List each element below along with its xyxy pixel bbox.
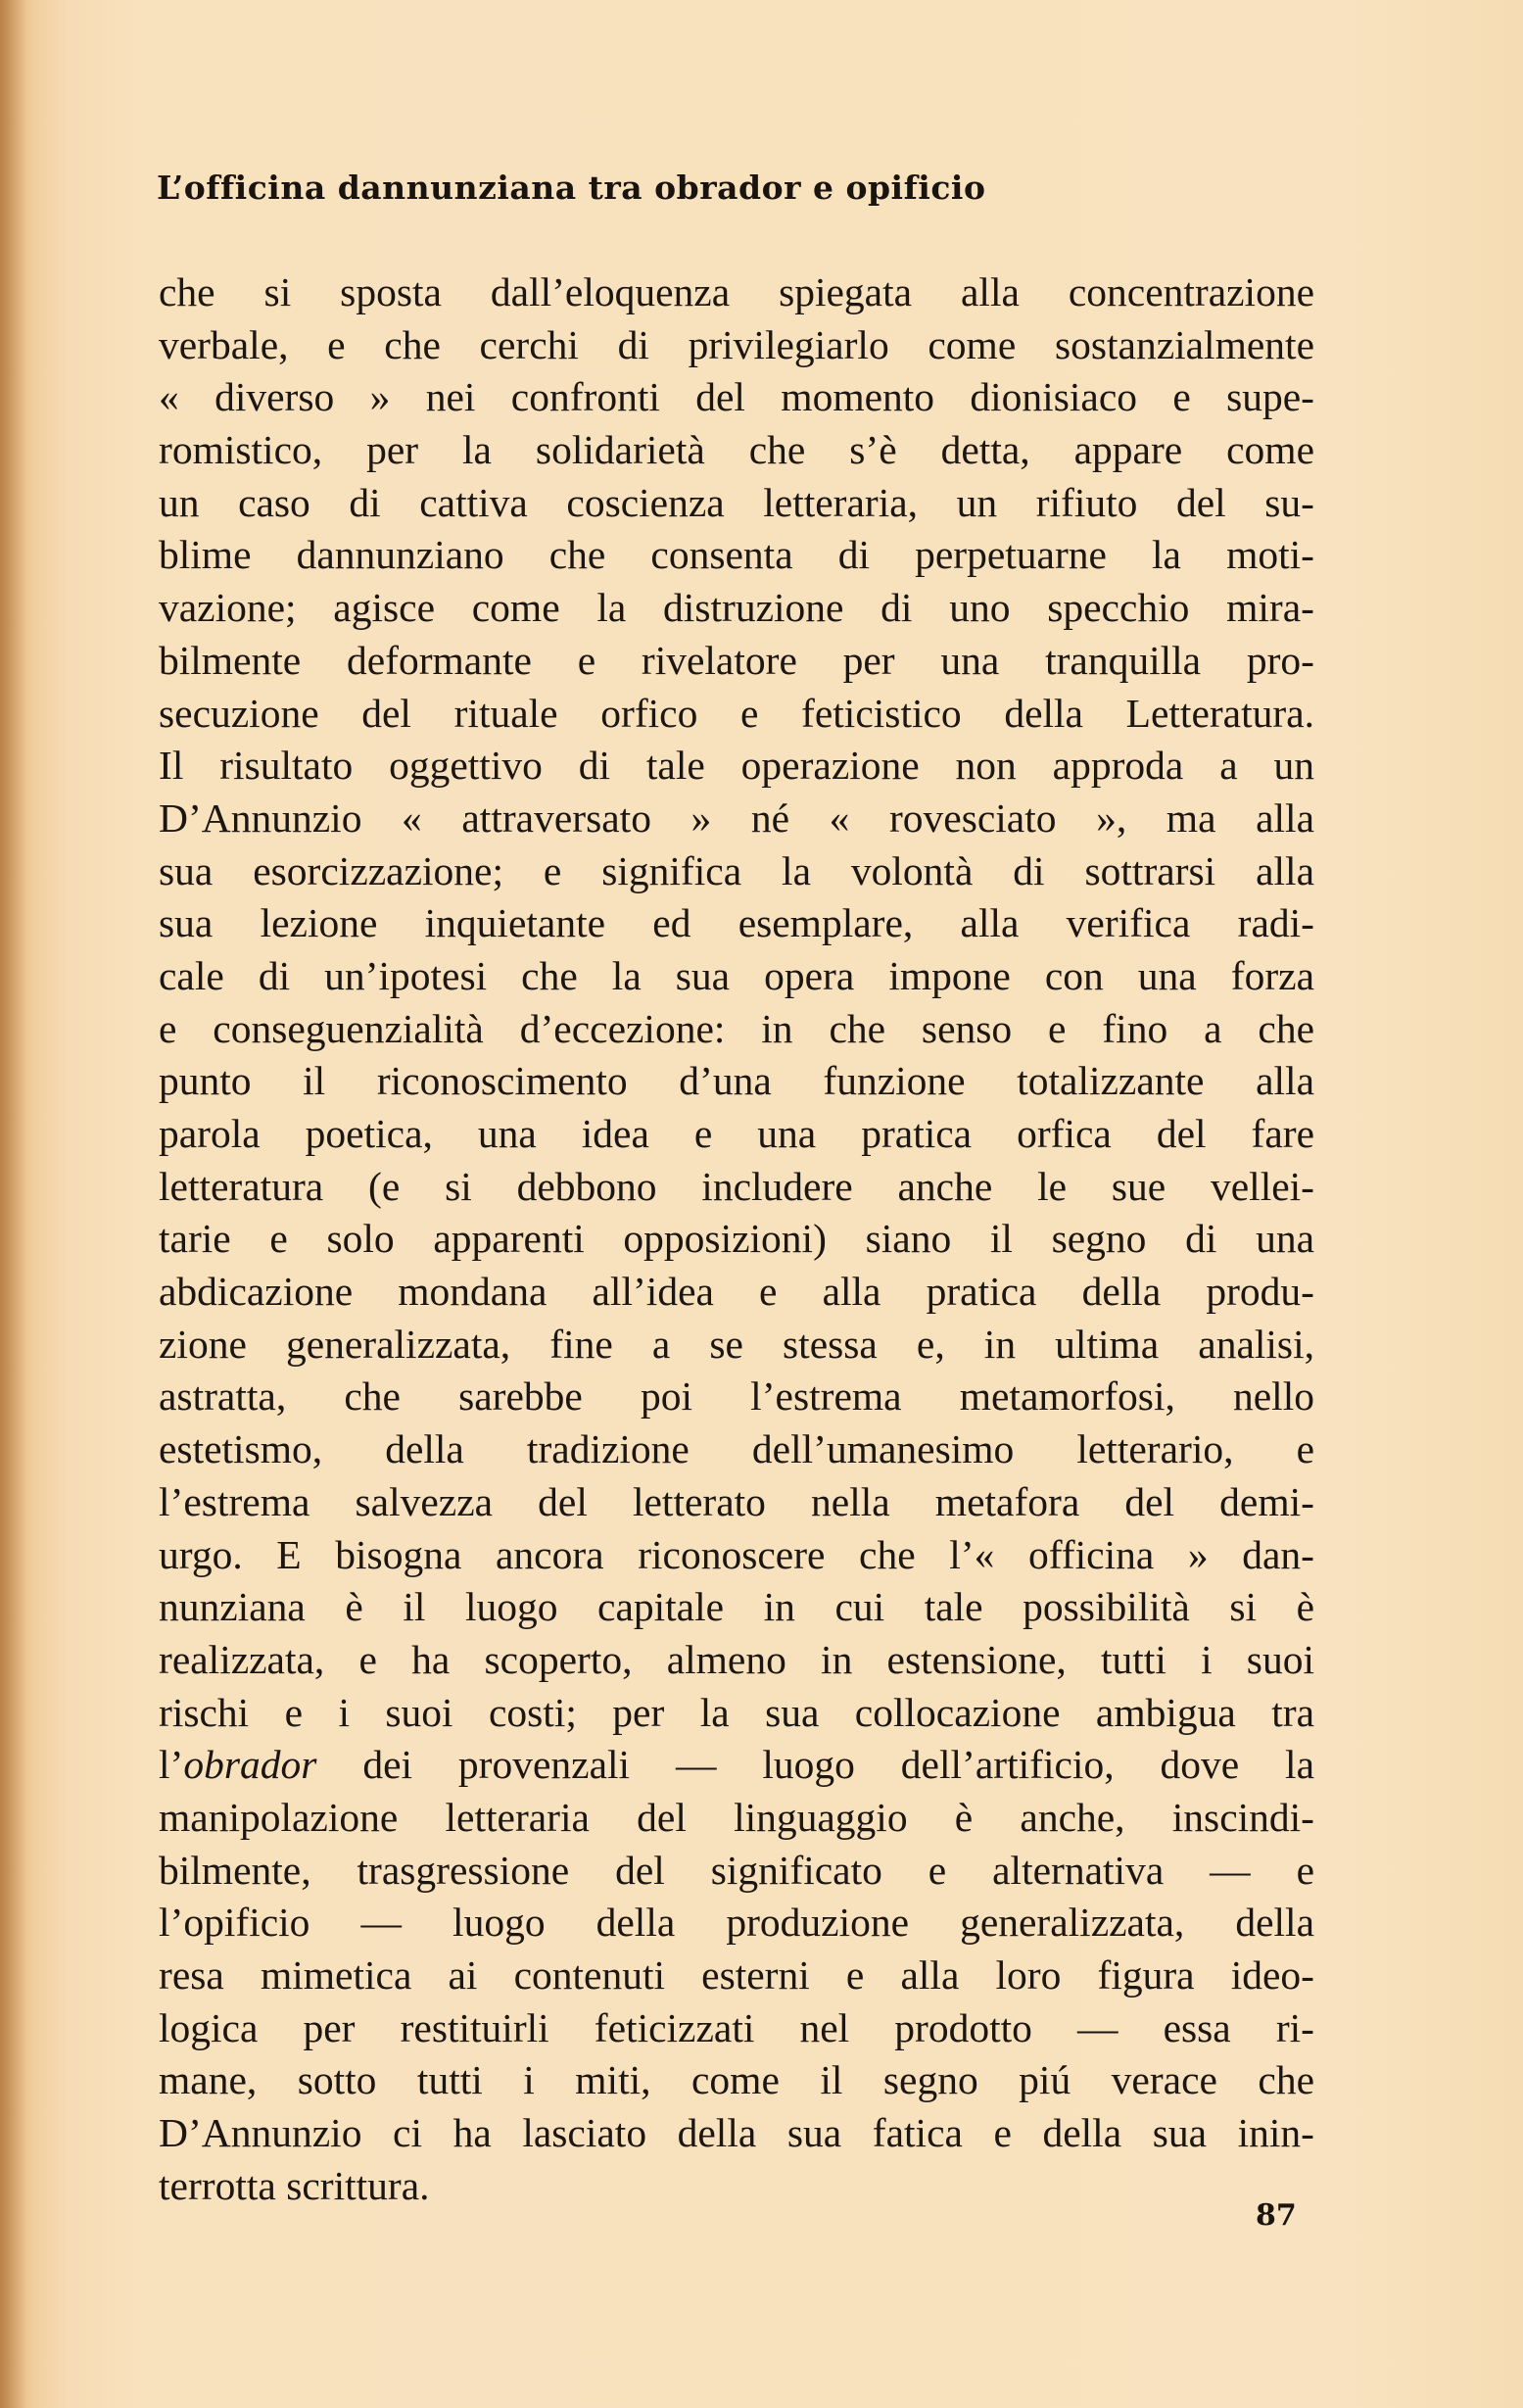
text-line: D’Annunzio « attraversato » né « rovesciato », ma alla	[159, 795, 1314, 841]
text-line: manipolazione letteraria del linguaggio è anche, inscindi-	[159, 1794, 1314, 1840]
text-line: nunziana è il luogo capitale in cui tale possibilità si è	[159, 1584, 1314, 1630]
text-line: secuzione del rituale orfico e feticistico della Letteratura.	[159, 690, 1314, 736]
text-line: sua esorcizzazione; e significa la volontà di sottrarsi alla	[159, 847, 1314, 893]
text-line: resa mimetica ai contenuti esterni e alla loro figura ideo-	[159, 1952, 1314, 1998]
text-line: estetismo, della tradizione dell’umanesimo letterario, e	[159, 1426, 1314, 1472]
text-line: letteratura (e si debbono includere anche le sue vellei-	[159, 1163, 1314, 1209]
text-line: blime dannunziano che consenta di perpetuarne la moti-	[159, 532, 1314, 578]
italic-term: obrador	[183, 1742, 317, 1788]
text-line: verbale, e che cerchi di privilegiarlo come sostanzialmente	[159, 321, 1314, 367]
text-line: l’opificio — luogo della produzione generalizzata, della	[159, 1900, 1314, 1946]
text-line: D’Annunzio ci ha lasciato della sua fatica e della sua inin-	[159, 2110, 1314, 2156]
text-line: punto il riconoscimento d’una funzione totalizzante alla	[159, 1058, 1314, 1104]
text-fragment: dei provenzali — luogo dell’artificio, dove la	[316, 1742, 1314, 1788]
text-line: mane, sotto tutti i miti, come il segno piú verace che	[159, 2057, 1314, 2103]
text-line: realizzata, e ha scoperto, almeno in estensione, tutti i suoi	[159, 1636, 1314, 1682]
text-line: « diverso » nei confronti del momento dionisiaco e supe-	[159, 374, 1314, 420]
text-line: bilmente deformante e rivelatore per una tranquilla pro-	[159, 637, 1314, 683]
text-line: Il risultato oggettivo di tale operazione non approda a un	[159, 743, 1314, 789]
text-line: sua lezione inquietante ed esemplare, alla verifica radi-	[159, 900, 1314, 946]
text-line: astratta, che sarebbe poi l’estrema metamorfosi, nello	[159, 1373, 1314, 1420]
running-head-title: L’officina dannunziana tra obrador e opificio	[157, 169, 986, 207]
text-line: che si sposta dall’eloquenza spiegata alla concentrazione	[159, 269, 1314, 314]
text-line: abdicazione mondana all’idea e alla pratica della produ-	[159, 1269, 1314, 1315]
page-number: 87	[1256, 2198, 1297, 2233]
text-line: rischi e i suoi costi; per la sua collocazione ambigua tra	[159, 1689, 1314, 1735]
text-line-with-italic	[159, 1739, 1314, 1792]
gutter-shadow	[0, 0, 27, 2408]
text-line: zione generalizzata, fine a se stessa e, in ultima analisi,	[159, 1321, 1314, 1367]
text-line: parola poetica, una idea e una pratica orfica del fare	[159, 1111, 1314, 1156]
text-line: bilmente, trasgressione del significato e alternativa — e	[159, 1847, 1314, 1893]
text-line: vazione; agisce come la distruzione di uno specchio mira-	[159, 585, 1314, 631]
text-line: romistico, per la solidarietà che s’è detta, appare come	[159, 427, 1314, 473]
text-line: e conseguenzialità d’eccezione: in che senso e fino a che	[159, 1005, 1314, 1051]
text-line: tarie e solo apparenti opposizioni) siano il segno di una	[159, 1216, 1314, 1262]
text-line: cale di un’ipotesi che la sua opera impone con una forza	[159, 952, 1314, 998]
text-line: urgo. E bisogna ancora riconoscere che l’« officina » dan-	[159, 1531, 1314, 1577]
text-line: un caso di cattiva coscienza letteraria, un rifiuto del su-	[159, 479, 1314, 525]
text-line: logica per restituirli feticizzati nel prodotto — essa ri-	[159, 2004, 1314, 2050]
text-line: l’estrema salvezza del letterato nella metafora del demi-	[159, 1478, 1314, 1524]
text-fragment: l’	[159, 1742, 184, 1788]
text-line-last: terrotta scrittura.	[159, 2162, 430, 2208]
body-paragraph	[159, 266, 1314, 2212]
